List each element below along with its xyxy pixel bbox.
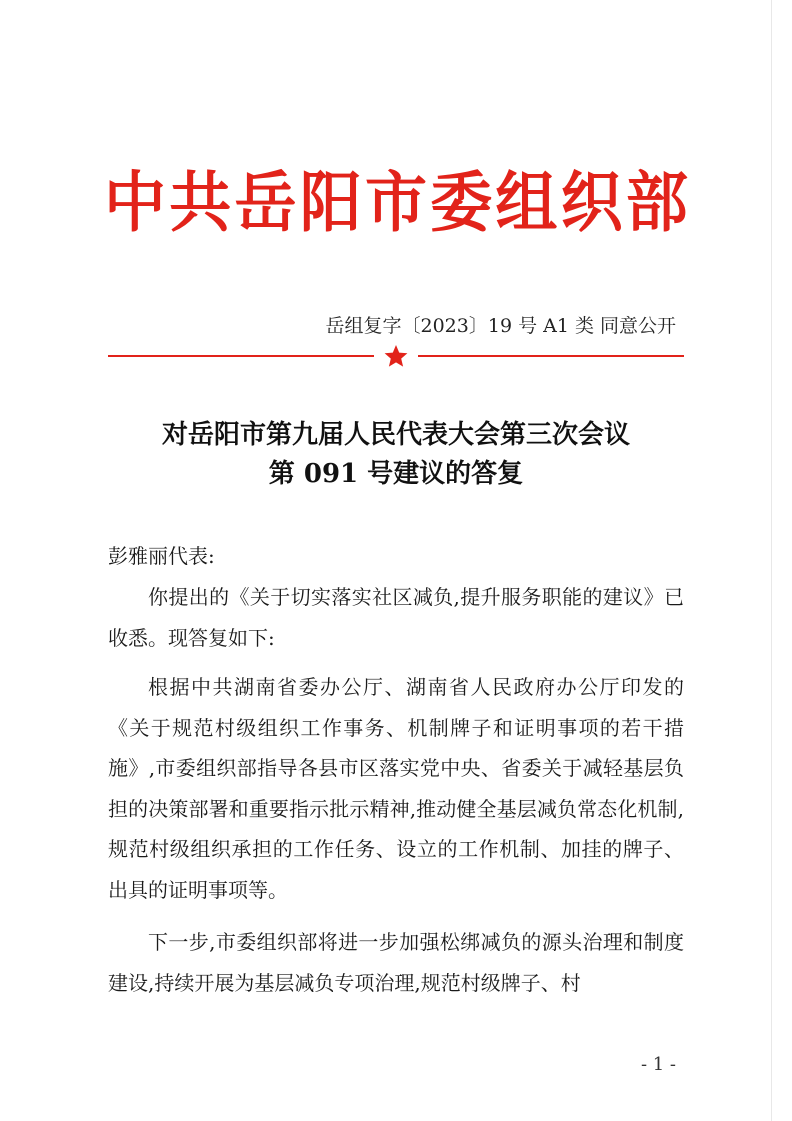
header-char: 中 <box>104 164 167 241</box>
star-icon <box>380 345 412 367</box>
salutation: 彭雅丽代表: <box>108 544 215 568</box>
scan-edge-line <box>771 0 772 1121</box>
body-paragraph: 下一步,市委组织部将进一步加强松绑减负的源头治理和制度建设,持续开展为基层减负专项治理,规范村级牌子、村 <box>108 930 684 995</box>
document-title-line-2: 第 091 号建议的答复 <box>268 459 524 489</box>
red-divider <box>108 345 684 367</box>
document-number: 岳组复字〔2023〕19 号 A1 类 同意公开 <box>325 315 676 337</box>
document-title-line-1: 对岳阳市第九届人民代表大会第三次会议 <box>161 420 630 450</box>
header-char: 岳 <box>234 164 297 241</box>
divider-rule-left <box>108 355 374 357</box>
header-char: 共 <box>169 164 232 241</box>
header-char: 部 <box>625 164 688 241</box>
header-char: 织 <box>560 164 623 241</box>
page-number: - 1 - <box>640 1054 676 1075</box>
header-char: 阳 <box>299 164 362 241</box>
issuing-organization-header <box>104 158 688 248</box>
header-char: 委 <box>430 164 493 241</box>
header-char: 市 <box>364 164 427 241</box>
divider-rule-right <box>418 355 684 357</box>
header-char: 组 <box>495 164 558 241</box>
body-paragraph: 根据中共湖南省委办公厅、湖南省人民政府办公厅印发的《关于规范村级组织工作事务、机制牌子和证明事项的若干措施》,市委组织部指导各县市区落实党中央、省委关于减轻基层负担的决策部署和重要指示批示精神,推动健全基层减负常态化机制,规范村级组织承担的工作任务、设立的工作机制、加挂的牌子、出具的证明事项等。 <box>108 675 684 902</box>
body-paragraph: 你提出的《关于切实落实社区减负,提升服务职能的建议》已收悉。现答复如下: <box>108 585 684 650</box>
